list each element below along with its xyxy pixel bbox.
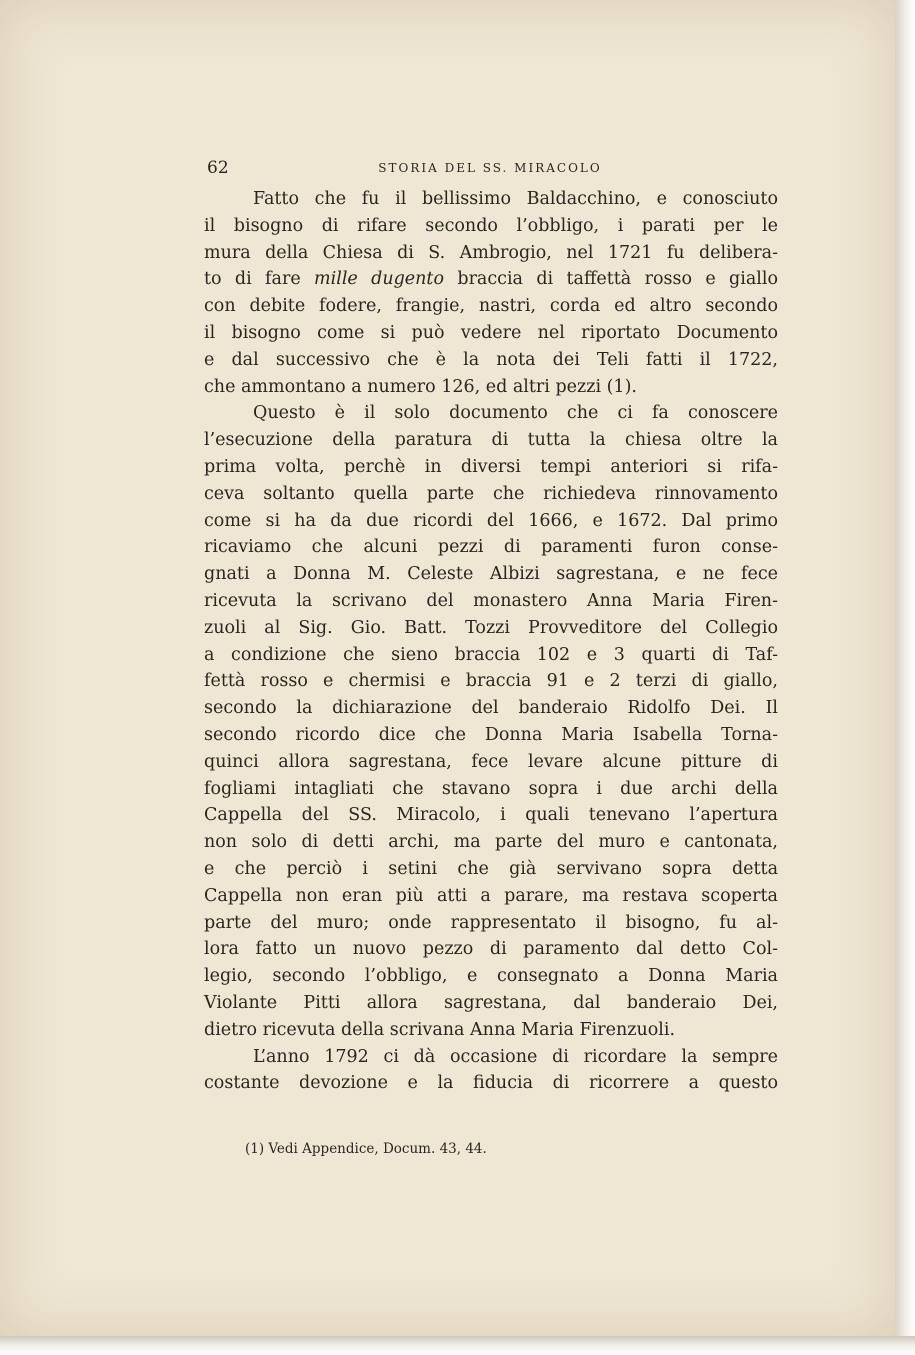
- text-line: Cappella del SS. Miracolo, i quali tenevano l’apertura: [204, 805, 778, 826]
- text-line: e dal successivo che è la nota dei Teli fatti il 1722,: [204, 349, 778, 370]
- text-line: mura della Chiesa di S. Ambrogio, nel 1721 fu delibera-: [204, 242, 778, 263]
- text-line: ricevuta la scrivano del monastero Anna Maria Firen-: [204, 590, 778, 611]
- text-line: come si ha da due ricordi del 1666, e 1672. Dal primo: [204, 510, 778, 531]
- text-line: con debite fodere, frangie, nastri, corda ed altro secondo: [204, 296, 778, 317]
- text-line: ricaviamo che alcuni pezzi di paramenti furon conse-: [204, 537, 778, 558]
- running-title: STORIA DEL SS. MIRACOLO: [378, 161, 602, 175]
- text-line: che ammontano a numero 126, ed altri pezzi (1).: [204, 376, 637, 397]
- text-line: il bisogno come si può vedere nel riportato Documento: [204, 322, 778, 343]
- text-line: Questo è il solo documento che ci fa conoscere: [253, 403, 778, 424]
- text-line: parte del muro; onde rappresentato il bisogno, fu al-: [204, 912, 778, 933]
- page-number: 62: [207, 158, 229, 178]
- text-line: gnati a Donna M. Celeste Albizi sagrestana, e ne fece: [204, 564, 778, 585]
- text-line: Cappella non eran più atti a parare, ma restava scoperta: [204, 885, 778, 906]
- text-line: secondo ricordo dice che Donna Maria Isabella Torna-: [204, 724, 778, 745]
- text-line: e che perciò i setini che già servivano sopra detta: [204, 858, 778, 879]
- page-edge-bottom: [0, 1336, 915, 1355]
- text-line: Fatto che fu il bellissimo Baldacchino, e conosciuto: [253, 189, 778, 209]
- text-line: non solo di detti archi, ma parte del muro e cantonata,: [204, 832, 778, 853]
- text-line: il bisogno di rifare secondo l’obbligo, i parati per le: [204, 215, 778, 236]
- text-line: quinci allora sagrestana, fece levare alcune pitture di: [204, 751, 778, 772]
- text-line: Violante Pitti allora sagrestana, dal banderaio Dei,: [204, 992, 778, 1013]
- page-header: [207, 158, 773, 180]
- text-line: zuoli al Sig. Gio. Batt. Tozzi Provveditore del Collegio: [204, 617, 778, 638]
- page-edge-right: [895, 0, 915, 1355]
- text-line: dietro ricevuta della scrivana Anna Maria Firenzuoli.: [204, 1019, 676, 1040]
- text-line: to di fare mille dugento braccia di taffettà rosso e giallo: [204, 269, 778, 290]
- text-line: fettà rosso e chermisi e braccia 91 e 2 terzi di giallo,: [204, 671, 778, 692]
- text-line: fogliami intagliati che stavano sopra i due archi della: [204, 778, 778, 799]
- text-line: l’esecuzione della paratura di tutta la chiesa oltre la: [204, 430, 778, 451]
- footnote: (1) Vedi Appendice, Docum. 43, 44.: [245, 1141, 487, 1157]
- text-line: secondo la dichiarazione del banderaio Ridolfo Dei. Il: [204, 698, 778, 719]
- text-line: a condizione che sieno braccia 102 e 3 quarti di Taf-: [204, 644, 778, 665]
- italic-phrase: mille dugento: [314, 269, 445, 290]
- text-line: costante devozione e la fiducia di ricorrere a questo: [204, 1073, 778, 1094]
- text-line: legio, secondo l’obbligo, e consegnato a Donna Maria: [204, 966, 778, 987]
- text-line: lora fatto un nuovo pezzo di paramento dal detto Col-: [204, 939, 778, 960]
- body-text: [204, 186, 778, 1097]
- text-line: L’anno 1792 ci dà occasione di ricordare la sempre: [253, 1046, 778, 1067]
- text-line: ceva soltanto quella parte che richiedeva rinnovamento: [204, 483, 778, 504]
- text-line: prima volta, perchè in diversi tempi anteriori si rifa-: [204, 456, 778, 477]
